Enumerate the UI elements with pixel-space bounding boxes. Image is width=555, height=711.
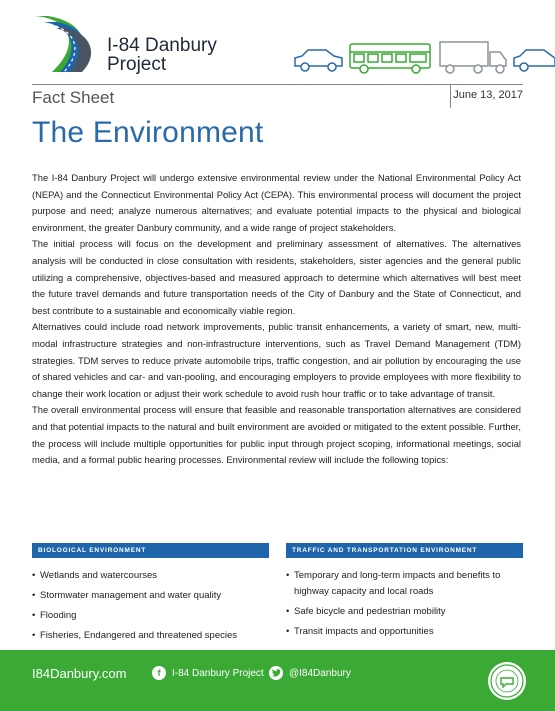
paragraph: The initial process will focus on the development and preliminary assessment of alternatives. The alternatives analysis will be conducted in close consultation with residents, stakeholders, sister agencies and the general public utilizing a comprehensive, objectives-based and measured approach to determine which alternatives will best meet the future travel demands and future transportation needs of the City of Danbury and the State of Connecticut, and best contribute to a sustainable and economically viable region. [32, 238, 521, 316]
car-icon [514, 50, 555, 71]
traffic-environment-section [286, 543, 523, 644]
page-title: The Environment [32, 116, 264, 149]
topic-list [286, 568, 523, 640]
list-item: • Wetlands and watercourses [32, 568, 269, 584]
facebook-icon: f [152, 666, 166, 680]
list-item: • Flooding [32, 608, 269, 624]
list-item: • Stormwater management and water quality [32, 588, 269, 604]
section-heading: BIOLOGICAL ENVIRONMENT [32, 543, 269, 558]
header-divider [450, 84, 451, 108]
paragraph: The overall environmental process will ensure that feasible and reasonable transportation alternatives are considered and that potential impacts to the natural and built environment are avoided or mitigated to the extent possible. Further, the process will include multiple opportunities for public input through project scoping, informational meetings, social media, and a formal public hearing processes. Environmental review will include the following topics: [32, 404, 521, 466]
seal-icon [488, 662, 526, 700]
logo-subtitle: Project [107, 54, 167, 75]
twitter-link[interactable] [269, 666, 351, 680]
biological-environment-section [32, 543, 269, 648]
topic-list [32, 568, 269, 644]
twitter-label: @I84Danbury [289, 667, 351, 679]
section-heading: TRAFFIC AND TRANSPORTATION ENVIRONMENT [286, 543, 523, 558]
facebook-link[interactable] [152, 666, 264, 680]
website-link[interactable]: I84Danbury.com [32, 666, 127, 681]
bus-icon [350, 44, 430, 73]
paragraph: Alternatives could include road network improvements, public transit enhancements, a variety of smart, new, multi-modal infrastructure strategies and non-infrastructure interventions, such as Travel Demand Management (TDM) strategies. TDM serves to reduce private automobile trips, traffic congestion, and air pollution by encouraging the use of shared vehicles and car- and van-pooling, and encouraging employers to provide employees with more flexibility to change their work location or adjust their work schedule to avoid rush hour traffic or to take advantage of transit. [32, 321, 521, 399]
highway-logo-icon [30, 14, 102, 76]
list-item: • Transit impacts and opportunities [286, 624, 523, 640]
facebook-label: I-84 Danbury Project [172, 667, 264, 679]
twitter-icon [269, 666, 283, 680]
paragraph: The I-84 Danbury Project will undergo extensive environmental review under the National Environmental Policy Act (NEPA) and the Connecticut Environmental Policy Act (CEPA). This environmental process will document the project purpose and need; analyze numerous alternatives; and evaluate potential impacts to the physical and biological environment, the greater Danbury community, and a wide range of project stakeholders. [32, 172, 521, 233]
publish-date: June 13, 2017 [453, 89, 523, 101]
car-icon [295, 50, 342, 71]
logo-title: I-84 Danbury [107, 35, 217, 56]
body-text [32, 170, 521, 469]
project-logo [30, 14, 230, 76]
footer [0, 650, 555, 711]
doc-type-label: Fact Sheet [32, 88, 115, 107]
list-item: • Safe bicycle and pedestrian mobility [286, 604, 523, 620]
list-item: • Temporary and long-term impacts and benefits to highway capacity and local roads [286, 568, 523, 600]
truck-icon [440, 42, 506, 73]
list-item: • Fisheries, Endangered and threatened species [32, 628, 269, 644]
vehicle-illustration [292, 40, 555, 76]
